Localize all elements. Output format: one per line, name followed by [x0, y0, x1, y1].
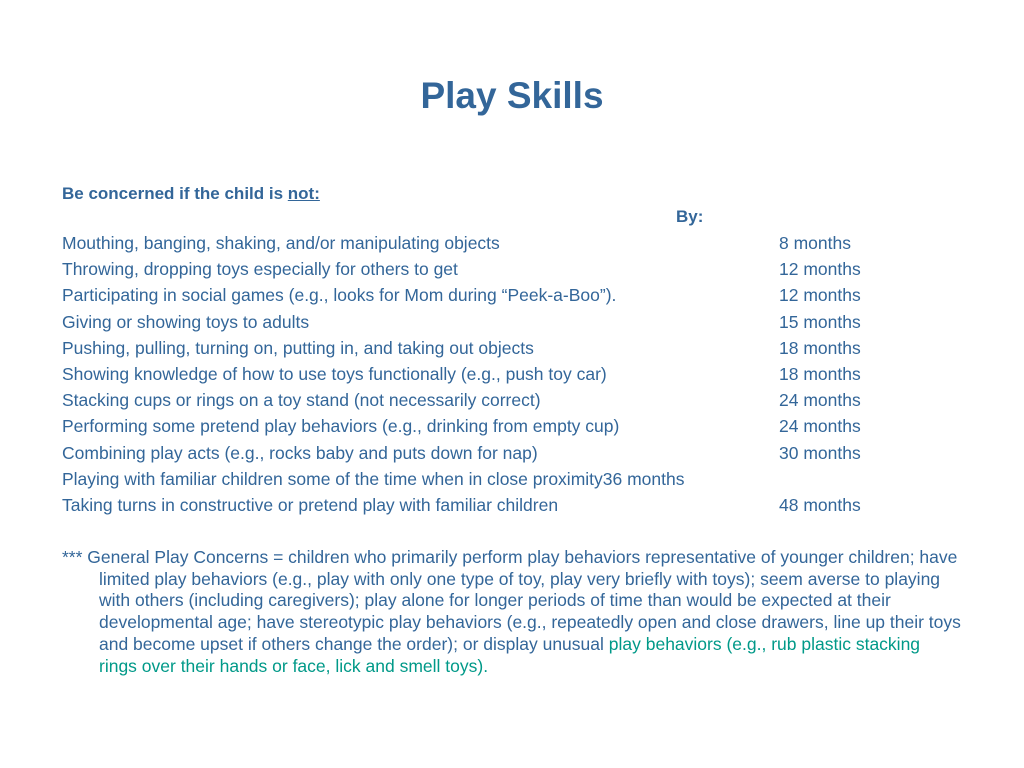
milestone-behavior: Mouthing, banging, shaking, and/or manipulating objects — [62, 233, 500, 253]
milestone-behavior: Taking turns in constructive or pretend play with familiar children — [62, 494, 559, 515]
slide-title: Play Skills — [420, 75, 604, 116]
by-column-label: By: — [676, 207, 704, 226]
concern-heading-prefix: Be concerned if the child is — [62, 184, 288, 203]
milestone-row — [62, 335, 962, 361]
milestone-behavior: Performing some pretend play behaviors (e.g., drinking from empty cup) — [62, 416, 620, 437]
milestone-age: 30 months — [779, 442, 861, 463]
milestone-behavior: Stacking cups or rings on a toy stand (not necessarily correct) — [62, 390, 541, 411]
milestone-behavior: Combining play acts (e.g., rocks baby and puts down for nap) — [62, 442, 538, 463]
milestone-age: 15 months — [779, 311, 861, 332]
milestone-behavior: Showing knowledge of how to use toys functionally (e.g., push toy car) — [62, 363, 607, 384]
milestone-row — [62, 230, 962, 256]
milestone-row — [62, 309, 962, 335]
general-play-concerns-note — [62, 547, 962, 677]
milestone-age: 18 months — [779, 363, 861, 384]
milestone-behavior: Throwing, dropping toys especially for others to get — [62, 259, 458, 280]
milestone-age: 12 months — [779, 285, 861, 306]
milestone-row — [62, 466, 962, 492]
concern-heading — [62, 183, 320, 205]
concern-heading-emphasis: not: — [287, 184, 320, 203]
milestone-row — [62, 413, 962, 439]
milestone-row — [62, 492, 962, 518]
milestone-age: 48 months — [779, 494, 861, 515]
footnote-text: *** General Play Concerns = children who primarily perform play behaviors representative of younger children; have limited play behaviors (e.g., play with only one type of toy, play very briefly with toys); seem averse to playing with others (including caregivers); play alone for longer periods of time than would be expected at their developmental age; have stereotypic play behaviors (e.g., repeatedly open and close drawers, line up their toys and become upset if others change the order); or display unusual — [62, 547, 961, 654]
footnote-highlight: play behaviors (e.g., rub plastic stacking rings over their hands or face, lick and smell toys). — [99, 633, 921, 676]
milestone-age: 8 months — [779, 233, 851, 253]
milestone-row — [62, 440, 962, 466]
milestone-row — [62, 361, 962, 387]
milestone-behavior: Participating in social games (e.g., looks for Mom during “Peek-a-Boo”). — [62, 285, 617, 306]
milestone-behavior: Pushing, pulling, turning on, putting in, and taking out objects — [62, 337, 534, 358]
milestone-age: 24 months — [779, 416, 861, 437]
milestone-age: 36 months — [602, 468, 685, 489]
milestone-row — [62, 256, 962, 282]
milestone-row — [62, 282, 962, 308]
milestone-age: 12 months — [779, 259, 861, 280]
milestone-age: 18 months — [779, 337, 861, 358]
milestone-row — [62, 387, 962, 413]
milestone-age: 24 months — [779, 390, 861, 411]
milestone-behavior: Giving or showing toys to adults — [62, 311, 310, 332]
milestone-list — [62, 230, 962, 518]
milestone-behavior: Playing with familiar children some of the time when in close proximity — [62, 468, 603, 489]
